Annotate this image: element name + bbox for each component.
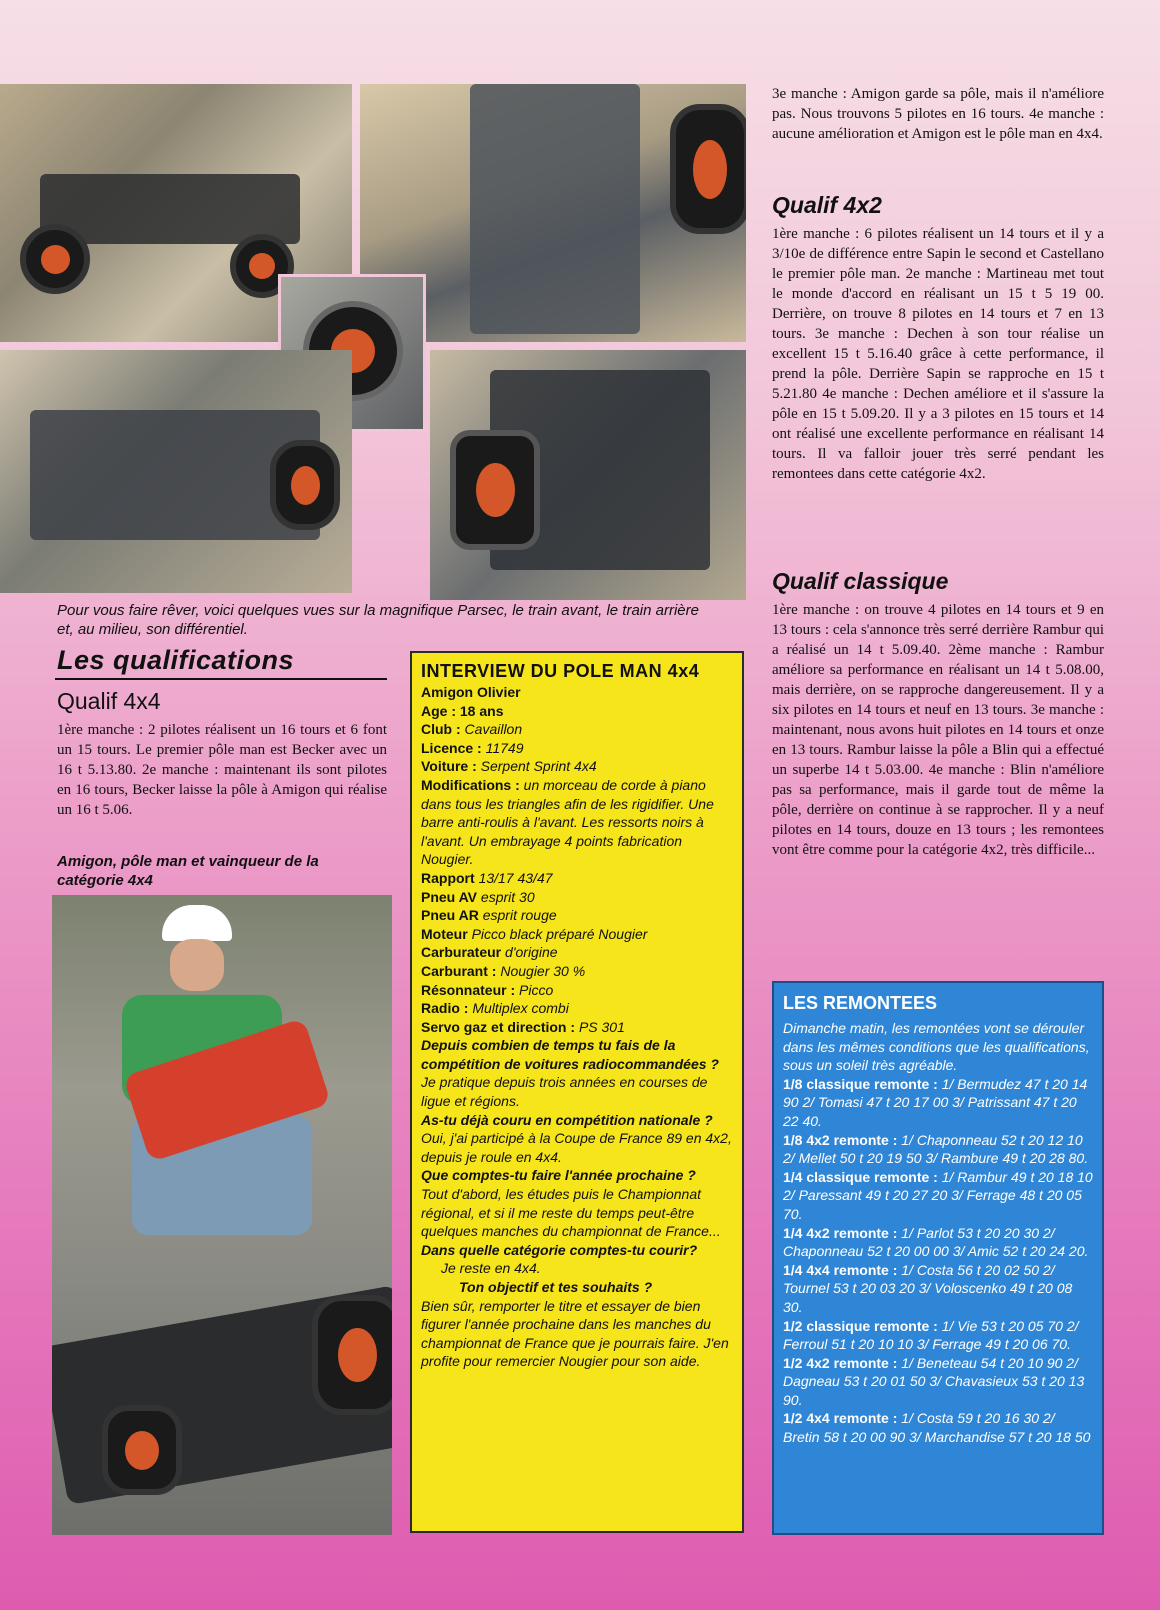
moteur-label: Moteur — [421, 925, 468, 942]
radio-label: Radio : — [421, 1000, 469, 1017]
remontee-label: 1/4 classique remonte : — [783, 1168, 938, 1185]
remontee-result: 1/ Vie 53 t 20 05 70 2/ Ferroul 51 t 20 10 10 3/ Ferrage 49 t 20 06 70. — [783, 1317, 1079, 1353]
moteur-value: Picco black préparé Nougier — [471, 925, 648, 942]
resonnateur-value: Picco — [519, 981, 554, 998]
licence-value: 11749 — [485, 739, 524, 756]
modif-value: un morceau de corde à piano dans tous les triangles afin de les rigidifier. Une barre anti-roulis à l'avant. Les ressorts noirs à l'avant. Un embrayage 4 points fabrication Nougier. — [421, 776, 714, 868]
carburant-value: Nougier 30 % — [500, 962, 586, 979]
interview-question-5: Ton objectif et tes souhaits ? — [459, 1279, 653, 1295]
resonnateur-label: Résonnateur : — [421, 981, 516, 998]
qualif-4x2-title: Qualif 4x2 — [772, 192, 882, 218]
remontee-label: 1/8 4x2 remonte : — [783, 1131, 898, 1148]
servo-value: PS 301 — [578, 1018, 625, 1035]
pilot-with-car-photo — [52, 895, 392, 1535]
interview-question-2: As-tu déjà couru en compétition nationale ? — [421, 1111, 713, 1128]
club-value: Cavaillon — [464, 721, 523, 738]
remontee-result: 1/ Parlot 53 t 20 20 30 2/ Chaponneau 52 t 20 00 00 3/ Amic 52 t 20 24 20. — [783, 1224, 1089, 1260]
interview-box — [410, 651, 744, 1533]
interview-question-1: Depuis combien de temps tu fais de la compétition de voitures radiocommandées ? — [421, 1037, 719, 1072]
servo-label: Servo gaz et direction : — [421, 1018, 576, 1035]
remontee-label: 1/8 classique remonte : — [783, 1075, 938, 1092]
remontee-item — [783, 1224, 1093, 1261]
remontee-result: 1/ Beneteau 54 t 20 10 90 2/ Dagneau 53 t 20 01 50 3/ Chavasieux 53 t 20 13 90. — [783, 1354, 1085, 1408]
remontees-title: LES REMONTEES — [783, 993, 938, 1013]
voiture-value: Serpent Sprint 4x4 — [480, 758, 597, 775]
age-label: Age : — [421, 702, 456, 719]
carburateur-value: d'origine — [505, 944, 558, 961]
remontee-label: 1/2 classique remonte : — [783, 1317, 938, 1334]
pilot-photo-caption: Amigon, pôle man et vainqueur de la catégorie 4x4 — [57, 853, 319, 889]
carburateur-label: Carburateur — [421, 944, 502, 961]
remontee-label: 1/4 4x2 remonte : — [783, 1224, 898, 1241]
remontee-result: 1/ Costa 59 t 20 16 30 2/ Bretin 58 t 20 00 90 3/ Marchandise 57 t 20 18 50 — [783, 1410, 1091, 1446]
rapport-label: Rapport — [421, 869, 475, 886]
interview-answer-1: Je pratique depuis trois années en courses de ligue et régions. — [421, 1074, 708, 1110]
pneu-av-value: esprit 30 — [480, 888, 535, 905]
remontees-box — [772, 981, 1104, 1535]
interview-answer-2: Oui, j'ai participé à la Coupe de France 89 en 4x2, depuis je roule en 4x4. — [421, 1130, 732, 1165]
qualif-4x4-text: 1ère manche : 2 pilotes réalisent un 16 tours et 6 font un 15 tours. Le premier pôle man est Becker avec un 16 t 5.13.80. 2e manche : maintenant ils sont pilotes en 16 tours, Becker laisse la pôle à Amigon qui réalise un 16 t 5.06. — [57, 722, 387, 818]
remontee-result: 1/ Bermudez 47 t 20 14 90 2/ Tomasi 47 t 20 17 00 3/ Patrissant 47 t 20 22 40. — [783, 1075, 1088, 1129]
licence-label: Licence : — [421, 739, 482, 756]
remontee-label: 1/2 4x2 remonte : — [783, 1354, 898, 1371]
interview-question-4: Dans quelle catégorie comptes-tu courir? — [421, 1241, 698, 1258]
remontee-item — [783, 1317, 1093, 1354]
qualif-4x4-title: Qualif 4x4 — [57, 688, 161, 714]
remontee-item — [783, 1131, 1093, 1168]
radio-value: Multiplex combi — [472, 1000, 569, 1017]
pneu-ar-value: esprit rouge — [482, 907, 557, 924]
interview-answer-3: Tout d'abord, les études puis le Championnat régional, et si il me reste du temps peut-être quelques manches du championnat de France... — [421, 1186, 721, 1240]
remontee-label: 1/4 4x4 remonte : — [783, 1261, 898, 1278]
pneu-ar-label: Pneu AR — [421, 907, 479, 924]
qualif-classique-text: 1ère manche : on trouve 4 pilotes en 14 tours et 9 en 13 tours : cela s'annonce très serré derrière Rambur qui a réalisé un 14 t 5.09.40. 2ème manche : Rambur améliore sa performance en réalisant un 14 t 5.08.00, mais derrière, on se rapproche dangereusement. Il y a six pilotes en 14 tours et neuf en 13 tours. 3e manche : maintenant, nous avons huit pilotes en 14 tours et onze en 13 tours. Rambur laisse la pôle a Blin qui a effectué un superbe 14 t 5.03.00. 4e manche : Blin n'améliore pas sa performance, mais il garde tout de même la pôle, derrière on continue à se rapprocher. Il y a neuf pilotes en 14 tours, douze en 13 tours ; les remontees vont être comme pour la catégorie 4x2, très difficile... — [772, 602, 1104, 858]
section-title-underline — [55, 678, 387, 680]
club-label: Club : — [421, 721, 461, 738]
remontee-result: 1/ Rambur 49 t 20 18 10 2/ Paressant 49 t 20 27 20 3/ Ferrage 48 t 20 05 70. — [783, 1168, 1093, 1222]
photo-caption-top: Pour vous faire rêver, voici quelques vues sur la magnifique Parsec, le train avant, le train arrière et, au milieu, son différentiel. — [57, 602, 699, 638]
interview-name: Amigon Olivier — [421, 684, 521, 700]
remontee-item — [783, 1075, 1093, 1131]
interview-title: INTERVIEW DU POLE MAN 4x4 — [421, 661, 700, 681]
rear-train-photo — [0, 350, 352, 593]
interview-question-3: Que comptes-tu faire l'année prochaine ? — [421, 1167, 696, 1184]
modif-label: Modifications : — [421, 776, 520, 793]
remontees-intro-text: Dimanche matin, les remontées vont se dérouler dans les mêmes conditions que les qualifications, sous un soleil très agréable. — [783, 1020, 1090, 1074]
rapport-value: 13/17 43/47 — [478, 869, 553, 886]
remontee-label: 1/2 4x4 remonte : — [783, 1410, 898, 1427]
remontee-result: 1/ Costa 56 t 20 02 50 2/ Tournel 53 t 20 03 20 3/ Voloscenko 49 t 20 08 30. — [783, 1261, 1073, 1315]
remontee-result: 1/ Chaponneau 52 t 20 12 10 2/ Mellet 50 t 20 19 50 3/ Rambure 49 t 20 28 80. — [783, 1131, 1089, 1167]
qualif-classique-title: Qualif classique — [772, 568, 949, 594]
pneu-av-label: Pneu AV — [421, 888, 478, 905]
carburant-label: Carburant : — [421, 962, 497, 979]
interview-answer-4: Je reste en 4x4. — [441, 1260, 541, 1277]
interview-answer-5: Bien sûr, remporter le titre et essayer de bien figurer l'année prochaine dans les manches du championnat de France que je pourrais faire. J'en profite pour remercier Nougier pour son aide. — [421, 1297, 729, 1370]
differential-gear-photo — [430, 350, 746, 600]
qualif-4x2-text: 1ère manche : 6 pilotes réalisent un 14 tours et il y a 3/10e de différence entre Sapin le second et Castellano le premier pôle man. 2e manche : Martineau met tout le monde d'accord en réalisant un 15 t 5 19 00. Derrière, on trouve 8 pilotes en 14 tours et 7 en 13 tours. 3e manche : Dechen à son tour réalise un excellent 15 t 5.16.40 grâce à cette performance, il prend la pôle. Derrière Sapin se rapproche en 15 t 5.21.80 4e manche : Dechen améliore et il s'assure la pôle en 15 t 5.09.20. Il y a 3 pilotes en 15 tours et 14 ont réalisé une excellente performance en réalisant 14 tours. Il va falloir jouer très serré pendant les remontees dans cette catégorie 4x2. — [772, 226, 1104, 482]
remontee-item — [783, 1409, 1093, 1446]
remontees-intro — [783, 1019, 1093, 1075]
remontee-item — [783, 1261, 1093, 1317]
section-title: Les qualifications — [57, 645, 295, 675]
remontee-item — [783, 1168, 1093, 1224]
remontee-item — [783, 1354, 1093, 1410]
age-value: 18 ans — [459, 702, 504, 719]
voiture-label: Voiture : — [421, 758, 477, 775]
qualif-4x4-continued-text: 3e manche : Amigon garde sa pôle, mais il n'améliore pas. Nous trouvons 5 pilotes en 16 tours. 4e manche : aucune amélioration et Amigon est le pôle man en 4x4. — [772, 86, 1104, 142]
